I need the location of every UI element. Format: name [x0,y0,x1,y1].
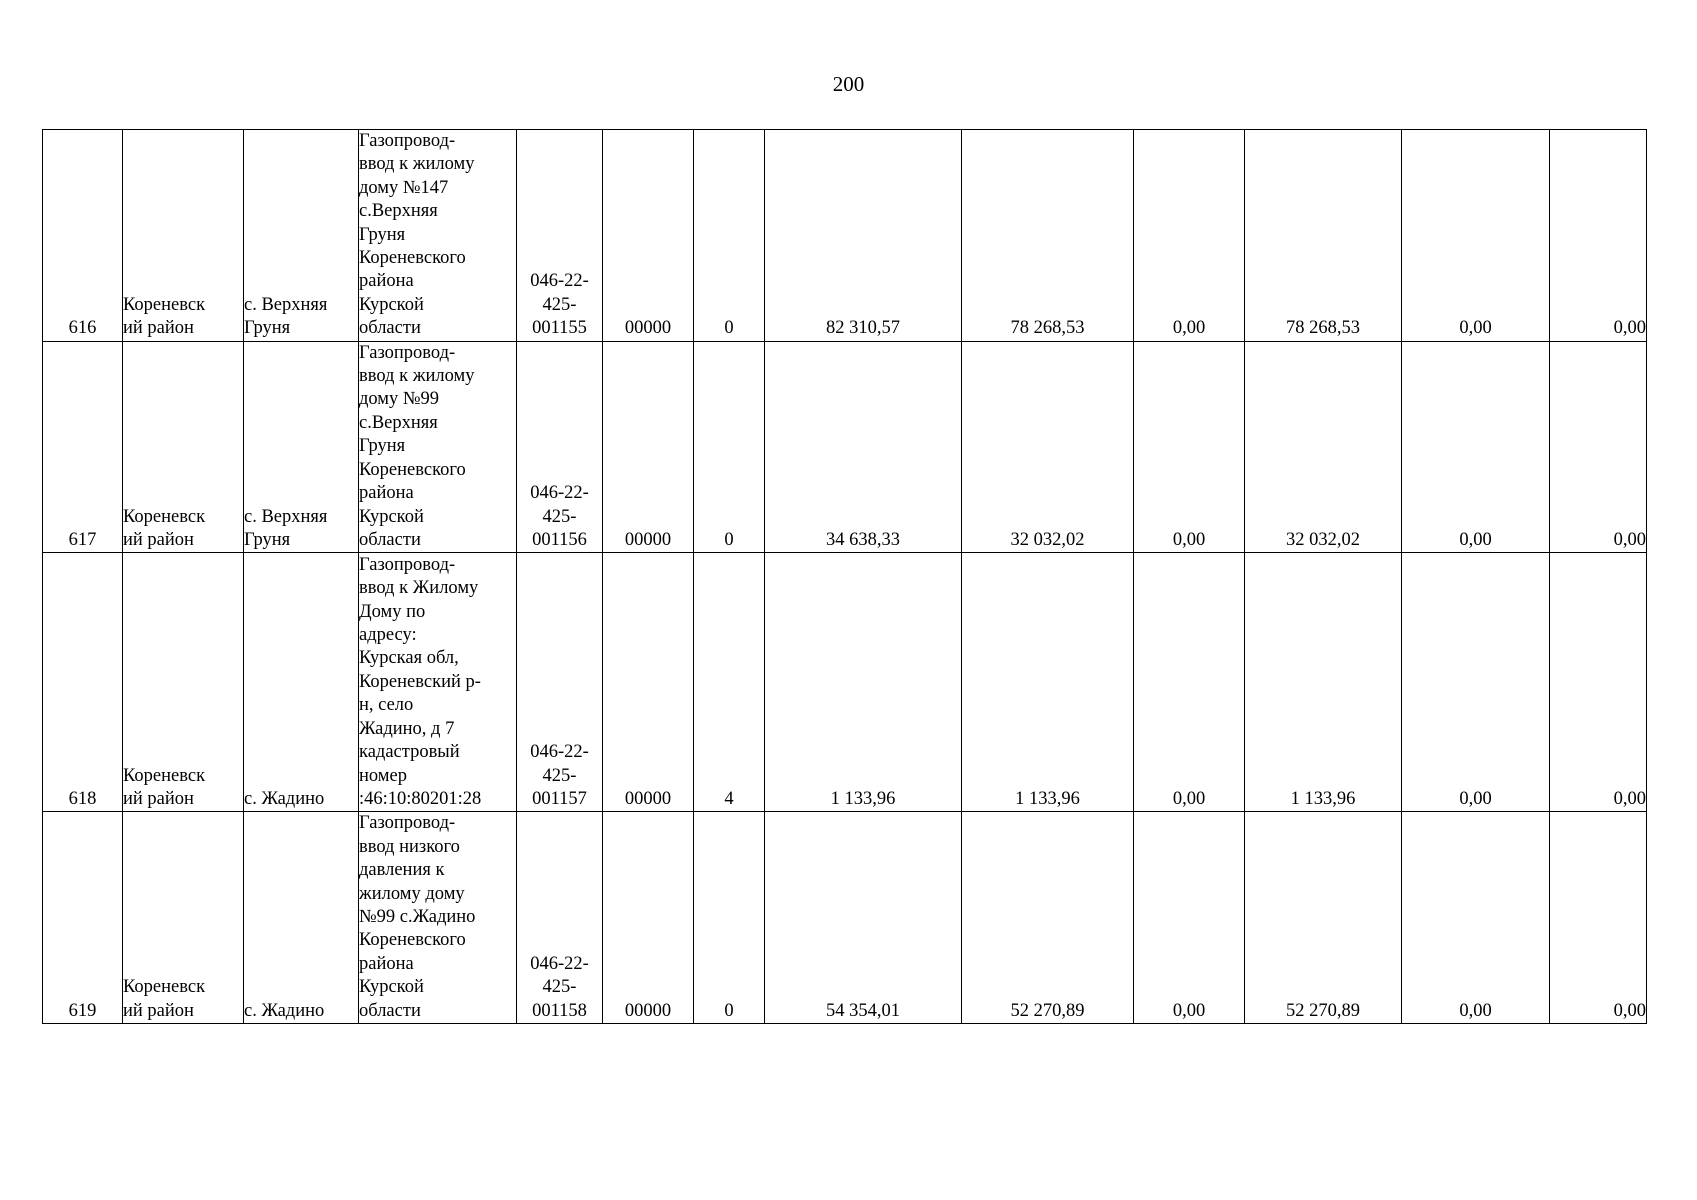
table-row [43,553,1647,812]
value-4-cell: 52 270,89 [1245,812,1402,1024]
code-cell: 00000 [603,130,694,342]
value-2-cell: 32 032,02 [962,341,1134,553]
district-cell: Кореневск ий район [123,812,244,1024]
value-6-cell: 0,00 [1550,553,1647,812]
extra-cell: 0 [694,130,765,342]
object-name-cell: Газопровод- ввод к Жилому Дому по адресу: Курская обл, Кореневский р- н, село Жадино, д 7 кадастровый номер :46:10:80201:28 [359,553,517,812]
cadastral-number-cell: 046-22- 425- 001158 [517,812,603,1024]
district-cell: Кореневск ий район [123,553,244,812]
value-5-cell: 0,00 [1402,130,1550,342]
registry-table [42,129,1647,1024]
extra-cell: 4 [694,553,765,812]
value-3-cell: 0,00 [1134,553,1245,812]
cadastral-number-cell: 046-22- 425- 001155 [517,130,603,342]
value-4-cell: 1 133,96 [1245,553,1402,812]
value-1-cell: 82 310,57 [765,130,962,342]
value-1-cell: 34 638,33 [765,341,962,553]
object-name-cell: Газопровод- ввод к жилому дому №147 с.Верхняя Груня Кореневского района Курской области [359,130,517,342]
value-3-cell: 0,00 [1134,341,1245,553]
page-number: 200 [832,72,865,96]
value-5-cell: 0,00 [1402,341,1550,553]
value-1-cell: 1 133,96 [765,553,962,812]
locality-cell: с. Жадино [244,553,359,812]
code-cell: 00000 [603,812,694,1024]
value-1-cell: 54 354,01 [765,812,962,1024]
value-2-cell: 52 270,89 [962,812,1134,1024]
value-6-cell: 0,00 [1550,130,1647,342]
value-3-cell: 0,00 [1134,130,1245,342]
value-3-cell: 0,00 [1134,812,1245,1024]
row-number: 616 [43,130,123,342]
object-name-cell: Газопровод- ввод к жилому дому №99 с.Верхняя Груня Кореневского района Курской области [359,341,517,553]
code-cell: 00000 [603,553,694,812]
value-2-cell: 1 133,96 [962,553,1134,812]
row-number: 619 [43,812,123,1024]
locality-cell: с. Верхняя Груня [244,130,359,342]
cadastral-number-cell: 046-22- 425- 001157 [517,553,603,812]
table-row [43,341,1647,553]
district-cell: Кореневск ий район [123,130,244,342]
table-row [43,812,1647,1024]
locality-cell: с. Жадино [244,812,359,1024]
district-cell: Кореневск ий район [123,341,244,553]
value-5-cell: 0,00 [1402,812,1550,1024]
cadastral-number-cell: 046-22- 425- 001156 [517,341,603,553]
value-6-cell: 0,00 [1550,812,1647,1024]
value-2-cell: 78 268,53 [962,130,1134,342]
value-4-cell: 32 032,02 [1245,341,1402,553]
value-5-cell: 0,00 [1402,553,1550,812]
extra-cell: 0 [694,812,765,1024]
locality-cell: с. Верхняя Груня [244,341,359,553]
table-row [43,130,1647,342]
code-cell: 00000 [603,341,694,553]
value-4-cell: 78 268,53 [1245,130,1402,342]
row-number: 617 [43,341,123,553]
extra-cell: 0 [694,341,765,553]
value-6-cell: 0,00 [1550,341,1647,553]
row-number: 618 [43,553,123,812]
object-name-cell: Газопровод- ввод низкого давления к жилому дому №99 с.Жадино Кореневского района Курской области [359,812,517,1024]
